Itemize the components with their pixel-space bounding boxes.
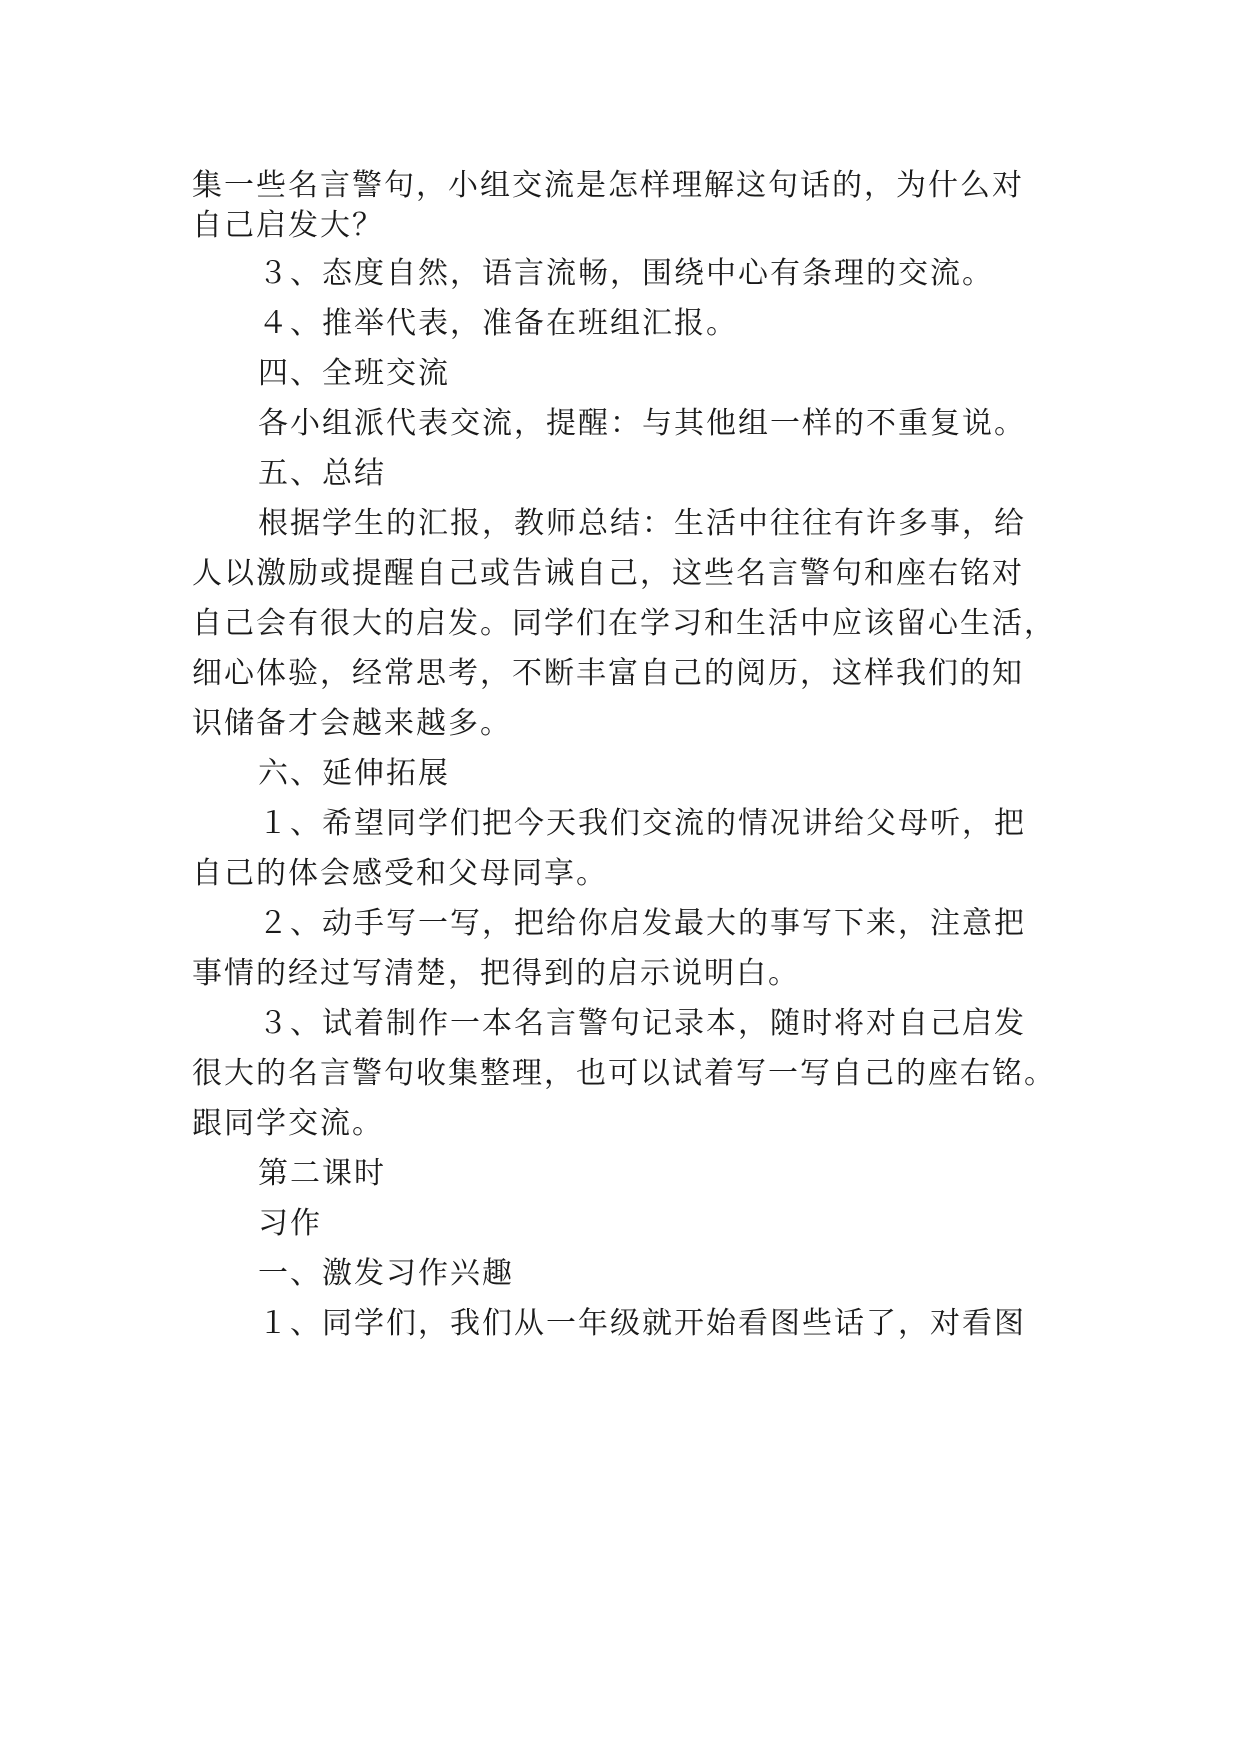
- section-heading-4: 四、全班交流: [258, 356, 450, 391]
- text-line-16: ２、动手写一写，把给你启发最大的事写下来，注意把: [258, 906, 1026, 941]
- text-line-18: ３、试着制作一本名言警句记录本，随时将对自己启发: [258, 1006, 1026, 1041]
- text-line-12: 识储备才会越来越多。: [192, 706, 512, 741]
- text-line-8: 根据学生的汇报，教师总结：生活中往往有许多事，给: [258, 506, 1026, 541]
- text-line-20: 跟同学交流。: [192, 1106, 384, 1141]
- text-line-9: 人以激励或提醒自己或告诫自己，这些名言警句和座右铭对: [192, 556, 1024, 591]
- lesson-heading: 第二课时: [258, 1156, 386, 1191]
- text-line-10: 自己会有很大的启发。同学们在学习和生活中应该留心生活，: [192, 606, 1056, 641]
- text-line-3: ３、态度自然，语言流畅，围绕中心有条理的交流。: [258, 256, 994, 291]
- section-heading-5: 五、总结: [258, 456, 386, 491]
- section-heading-6: 六、延伸拓展: [258, 756, 450, 791]
- text-line-15: 自己的体会感受和父母同享。: [192, 856, 608, 891]
- text-line-24: １、同学们，我们从一年级就开始看图些话了，对看图: [258, 1306, 1026, 1341]
- text-line-1: 集一些名言警句，小组交流是怎样理解这句话的，为什么对: [192, 168, 1024, 203]
- text-line-2: 自己启发大？: [192, 208, 384, 243]
- text-line-17: 事情的经过写清楚，把得到的启示说明白。: [192, 956, 800, 991]
- text-line-14: １、希望同学们把今天我们交流的情况讲给父母听，把: [258, 806, 1026, 841]
- text-line-11: 细心体验，经常思考，不断丰富自己的阅历，这样我们的知: [192, 656, 1024, 691]
- text-line-6: 各小组派代表交流，提醒：与其他组一样的不重复说。: [258, 406, 1026, 441]
- subheading-writing: 习作: [258, 1206, 322, 1241]
- section-heading-1: 一、激发习作兴趣: [258, 1256, 514, 1291]
- text-line-4: ４、推举代表，准备在班组汇报。: [258, 306, 738, 341]
- text-line-19: 很大的名言警句收集整理，也可以试着写一写自己的座右铭。: [192, 1056, 1056, 1091]
